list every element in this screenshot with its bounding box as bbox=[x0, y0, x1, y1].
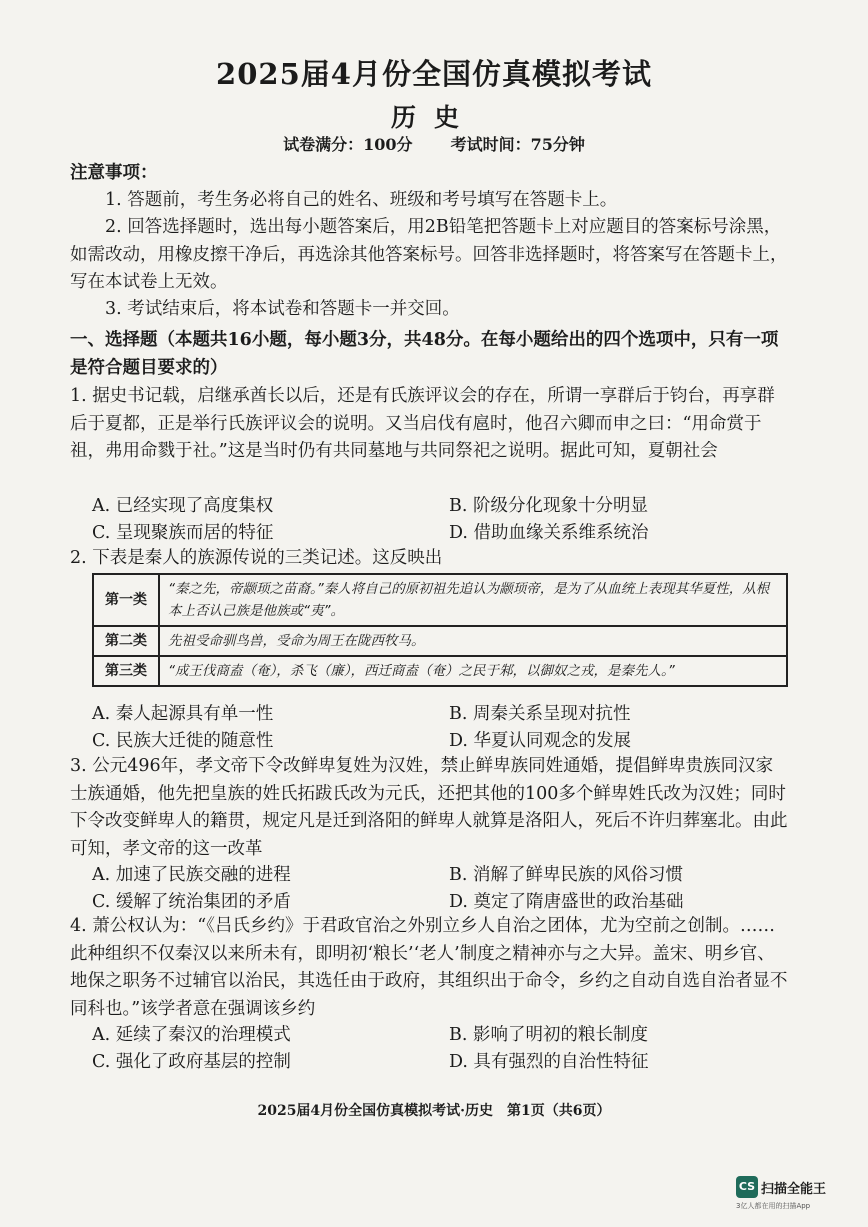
q3-option-c[interactable]: C. 缓解了统治集团的矛盾 bbox=[92, 892, 291, 912]
table-category: 第二类 bbox=[93, 626, 159, 656]
scanner-tagline: 3亿人都在用的扫描App bbox=[736, 1202, 811, 1210]
scanner-logo-icon: CS bbox=[736, 1176, 758, 1198]
notice-item-2: 2. 回答选择题时，选出每小题答案后，用2B铅笔把答题卡上对应题目的答案标号涂黑，如需改动，用橡皮擦干净后，再选涂其他答案标号。回答非选择题时，将答案写在答题卡上，写在本试卷上无效。 bbox=[70, 217, 788, 292]
q1-option-d[interactable]: D. 借助血缘关系维系统治 bbox=[449, 523, 649, 543]
q2-option-a[interactable]: A. 秦人起源具有单一性 bbox=[92, 704, 274, 724]
q4-option-c[interactable]: C. 强化了政府基层的控制 bbox=[92, 1052, 291, 1072]
q2-option-d[interactable]: D. 华夏认同观念的发展 bbox=[449, 731, 632, 751]
notice-heading: 注意事项： bbox=[70, 163, 158, 183]
question-4-stem: 4. 萧公权认为：“《吕氏乡约》于君政官治之外别立乡人自治之团体，尤为空前之创制。……此种组织不仅秦汉以来所未有，即明初‘粮长’‘老人’制度之精神亦与之大异。盖宋、明乡官、地保之职务不过辅官以治民，其选任由于政府，其组织出于命令，乡约之自动自选自治者显不同科也。”该学者意在强调该乡约 bbox=[70, 916, 788, 1019]
q4-option-a[interactable]: A. 延续了秦汉的治理模式 bbox=[92, 1025, 291, 1045]
table-text: “秦之先，帝颛顼之苗裔。”秦人将自己的原初祖先追认为颛顼帝，是为了从血统上表现其华夏性，从根本上否认己族是他族或“夷”。 bbox=[159, 574, 787, 626]
table-row bbox=[93, 626, 787, 656]
subject-title: 历史 bbox=[390, 103, 477, 132]
q4-option-d[interactable]: D. 具有强烈的自治性特征 bbox=[449, 1052, 649, 1072]
page-footer: 2025届4月份全国仿真模拟考试·历史 第1页（共6页） bbox=[257, 1103, 611, 1119]
q2-option-b[interactable]: B. 周秦关系呈现对抗性 bbox=[449, 704, 631, 724]
table-row bbox=[93, 656, 787, 686]
q1-option-c[interactable]: C. 呈现聚族而居的特征 bbox=[92, 523, 274, 543]
table-row bbox=[93, 574, 787, 626]
question-2-stem: 2. 下表是秦人的族源传说的三类记述。这反映出 bbox=[70, 548, 443, 568]
q3-option-b[interactable]: B. 消解了鲜卑民族的风俗习惯 bbox=[449, 865, 683, 885]
table-category: 第一类 bbox=[93, 574, 159, 626]
full-score: 试卷满分：100分 bbox=[283, 135, 413, 154]
notice-item-1: 1. 答题前，考生务必将自己的姓名、班级和考号填写在答题卡上。 bbox=[105, 190, 618, 210]
exam-title: 2025届4月份全国仿真模拟考试 bbox=[216, 57, 652, 91]
question-1-stem: 1. 据史书记载，启继承酋长以后，还是有氏族评议会的存在，所谓一享群后于钧台，再享群后于夏都，正是举行氏族评议会的说明。又当启伐有扈时，他召六卿而申之曰：“用命赏于祖，弗用命戮于社。”这是当时仍有共同墓地与共同祭祀之说明。据此可知，夏朝社会 bbox=[70, 386, 775, 461]
notice-item-3: 3. 考试结束后，将本试卷和答题卡一并交回。 bbox=[105, 299, 460, 319]
q1-option-a[interactable]: A. 已经实现了高度集权 bbox=[92, 496, 274, 516]
exam-duration: 考试时间：75分钟 bbox=[450, 135, 585, 154]
q4-option-b[interactable]: B. 影响了明初的粮长制度 bbox=[449, 1025, 648, 1045]
table-category: 第三类 bbox=[93, 656, 159, 686]
question-3-stem: 3. 公元496年，孝文帝下令改鲜卑复姓为汉姓，禁止鲜卑族同姓通婚，提倡鲜卑贵族同汉家士族通婚，他先把皇族的姓氏拓跋氏改为元氏，还把其他的100多个鲜卑姓氏改为汉姓；同时下令改变鲜卑人的籍贯，规定凡是迁到洛阳的鲜卑人就算是洛阳人，死后不许归葬塞北。由此可知，孝文帝的这一改革 bbox=[70, 756, 788, 859]
scanner-app-name: 扫描全能王 bbox=[761, 1181, 827, 1197]
section-heading: 一、选择题（本题共16小题，每小题3分，共48分。在每小题给出的四个选项中，只有一项是符合题目要求的） bbox=[70, 330, 779, 378]
table-text: “成王伐商盍（奄），杀飞（廉），西迁商盍（奄）之民于邾，以御奴之戎，是秦先人。” bbox=[159, 656, 787, 686]
q3-option-d[interactable]: D. 奠定了隋唐盛世的政治基础 bbox=[449, 892, 684, 912]
q2-option-c[interactable]: C. 民族大迁徙的随意性 bbox=[92, 731, 274, 751]
clan-origin-table bbox=[92, 573, 788, 687]
q1-option-b[interactable]: B. 阶级分化现象十分明显 bbox=[449, 496, 648, 516]
exam-meta bbox=[0, 132, 868, 155]
q3-option-a[interactable]: A. 加速了民族交融的进程 bbox=[92, 865, 291, 885]
scanner-watermark bbox=[736, 1176, 856, 1211]
table-text: 先祖受命驯鸟兽，受命为周王在陇西牧马。 bbox=[159, 626, 787, 656]
